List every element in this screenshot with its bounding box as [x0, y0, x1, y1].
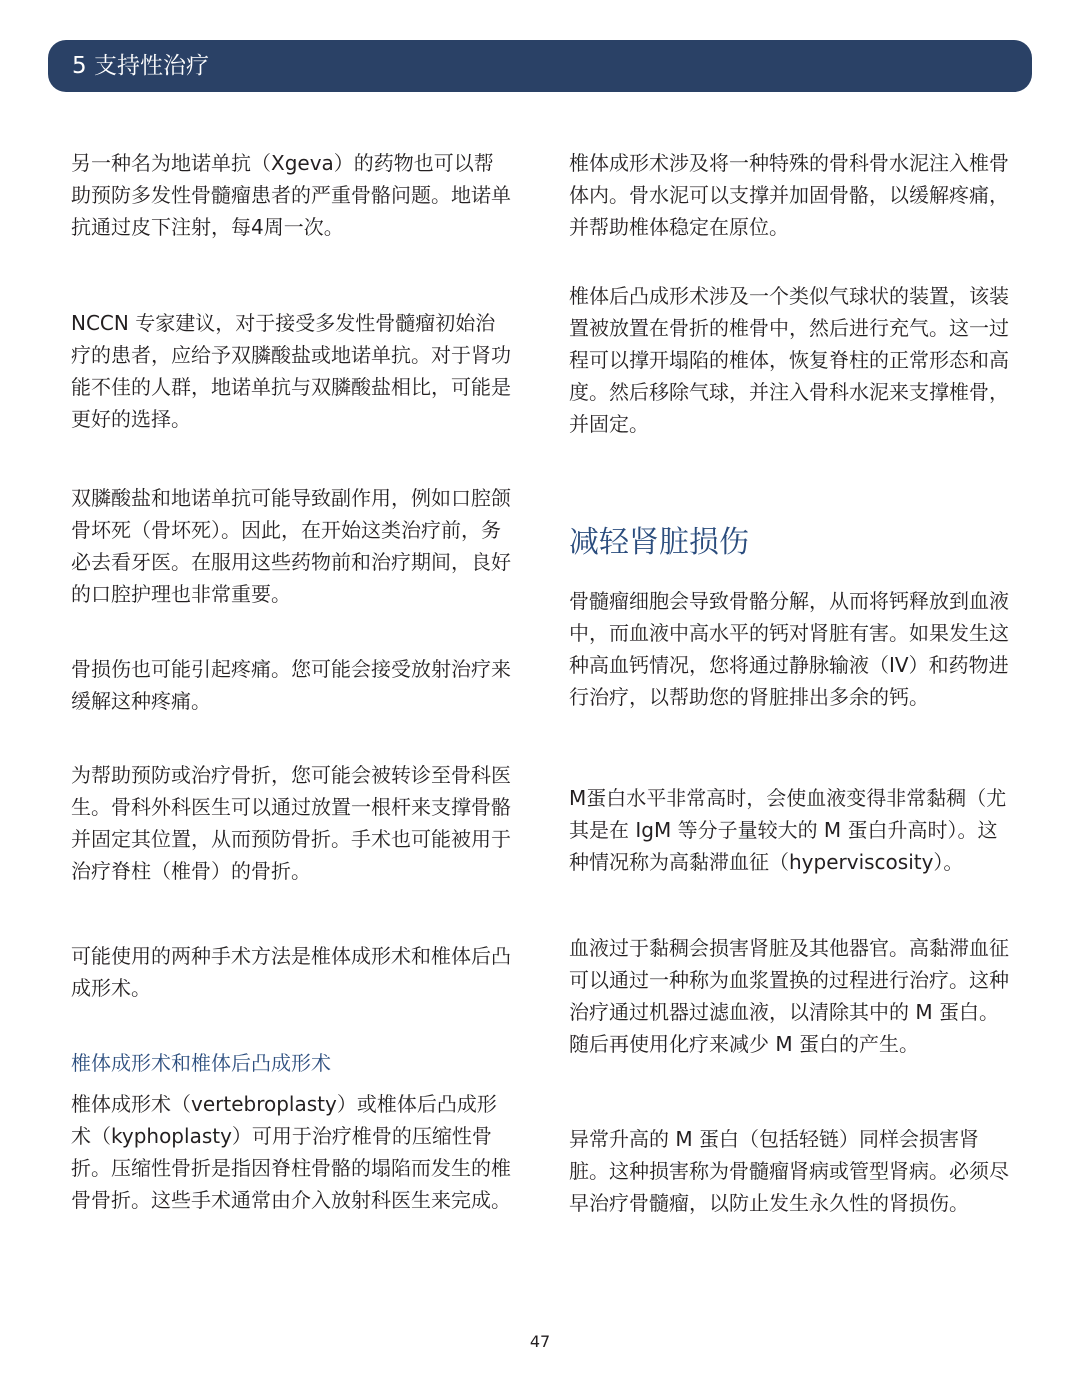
paragraph-vertebroplasty-detail: 椎体成形术涉及将一种特殊的骨科骨水泥注入椎骨体内。骨水泥可以支撑并加固骨骼，以缓解疼痛，并帮助椎体稳定在原位。	[569, 151, 1009, 239]
section-heading-kidney: 减轻肾脏损伤	[569, 525, 749, 560]
paragraph-nccn-recommendation: NCCN 专家建议，对于接受多发性骨髓瘤初始治疗的患者，应给予双膦酸盐或地诺单抗。对于肾功能不佳的人群，地诺单抗与双膦酸盐相比，可能是更好的选择。	[71, 311, 511, 431]
paragraph-denosumab: 另一种名为地诺单抗（Xgeva）的药物也可以帮助预防多发性骨髓瘤患者的严重骨骼问题。地诺单抗通过皮下注射，每4周一次。	[71, 151, 511, 239]
paragraph-bone-pain: 骨损伤也可能引起疼痛。您可能会接受放射治疗来缓解这种疼痛。	[71, 657, 511, 713]
page-number: 47	[529, 1332, 551, 1351]
paragraph-surgery-options: 可能使用的两种手术方法是椎体成形术和椎体后凸成形术。	[71, 944, 511, 1000]
paragraph-fracture-prevention: 为帮助预防或治疗骨折，您可能会被转诊至骨科医生。骨科外科医生可以通过放置一根杆来支撑骨骼并固定其位置，从而预防骨折。手术也可能被用于治疗脊柱（椎骨）的骨折。	[71, 763, 511, 883]
paragraph-compression-fracture: 椎体成形术（vertebroplasty）或椎体后凸成形术（kyphoplasty）可用于治疗椎骨的压缩性骨折。压缩性骨折是指因脊柱骨骼的塌陷而发生的椎骨骨折。这些手术通常由介入放射科医生来完成。	[71, 1092, 511, 1212]
chapter-title: 5 支持性治疗	[72, 53, 209, 79]
paragraph-cast-nephropathy: 异常升高的 M 蛋白（包括轻链）同样会损害肾脏。这种损害称为骨髓瘤肾病或管型肾病。必须尽早治疗骨髓瘤，以防止发生永久性的肾损伤。	[569, 1127, 1009, 1215]
paragraph-kyphoplasty-detail: 椎体后凸成形术涉及一个类似气球状的装置，该装置被放置在骨折的椎骨中，然后进行充气。这一过程可以撑开塌陷的椎体，恢复脊柱的正常形态和高度。然后移除气球，并注入骨科水泥来支撑椎骨，并固定。	[569, 284, 1009, 436]
paragraph-plasmapheresis: 血液过于黏稠会损害肾脏及其他器官。高黏滞血征可以通过一种称为血浆置换的过程进行治疗。这种治疗通过机器过滤血液，以清除其中的 M 蛋白。随后再使用化疗来减少 M 蛋白的产生。	[569, 936, 1009, 1056]
subheading-vertebroplasty: 椎体成形术和椎体后凸成形术	[71, 1051, 331, 1075]
paragraph-side-effects: 双膦酸盐和地诺单抗可能导致副作用，例如口腔颌骨坏死（骨坏死）。因此，在开始这类治疗前，务必去看牙医。在服用这些药物前和治疗期间，良好的口腔护理也非常重要。	[71, 486, 511, 606]
chapter-header-bar	[48, 40, 1032, 92]
paragraph-hypercalcemia: 骨髓瘤细胞会导致骨骼分解，从而将钙释放到血液中，而血液中高水平的钙对肾脏有害。如果发生这种高血钙情况，您将通过静脉输液（IV）和药物进行治疗，以帮助您的肾脏排出多余的钙。	[569, 589, 1009, 709]
paragraph-hyperviscosity: M蛋白水平非常高时，会使血液变得非常黏稠（尤其是在 IgM 等分子量较大的 M 蛋白升高时）。这种情况称为高黏滞血征（hyperviscosity）。	[569, 786, 1007, 874]
